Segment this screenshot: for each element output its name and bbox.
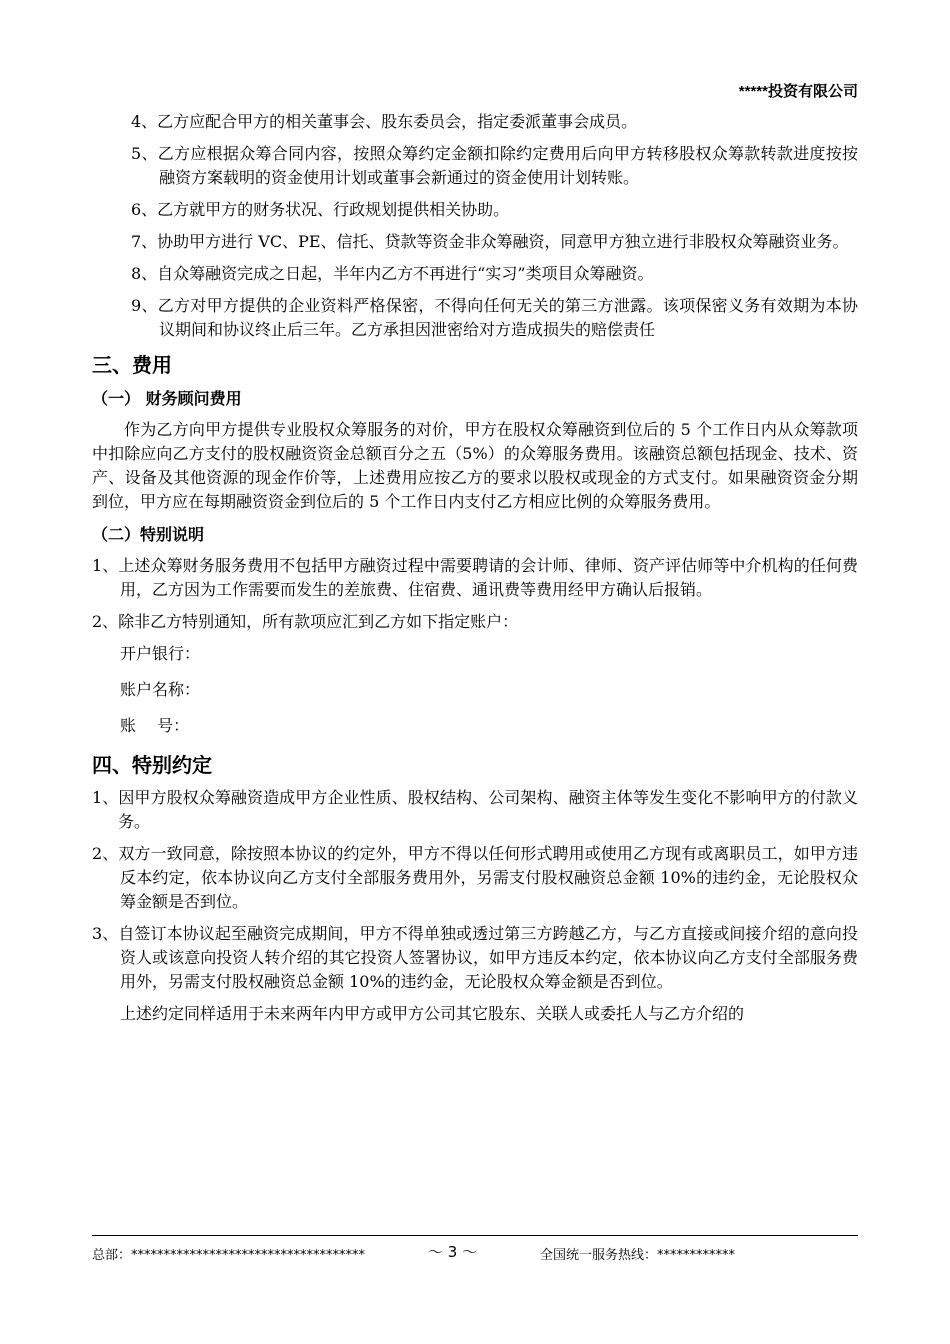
list-item: 2、双方一致同意，除按照本协议的约定外，甲方不得以任何形式聘用或使用乙方现有或离职员工，如甲方违反本约定，依本协议向乙方支付全部服务费用外，另需支付股权融资总金额 10%的违约金，无论股权众筹金额是否到位。	[92, 844, 858, 911]
account-number-label: 账 号：	[120, 716, 190, 735]
list-item: 3、自签订本协议起至融资完成期间，甲方不得单独或透过第三方跨越乙方，与乙方直接或间接介绍的意向投资人或该意向投资人转介绍的其它投资人签署协议，如甲方违反本约定，依本协议向乙方支付全部服务费用外，另需支付股权融资总金额 10%的违约金，无论股权众筹金额是否到位。	[92, 924, 858, 991]
subsection-heading: （二）特别说明	[92, 525, 205, 544]
account-name-label: 账户名称：	[120, 680, 201, 699]
footer-headquarters: 总部：************************************	[92, 1248, 366, 1263]
bank-label: 开户银行：	[120, 644, 201, 663]
list-item: 4、乙方应配合甲方的相关董事会、股东委员会，指定委派董事会成员。	[131, 112, 638, 131]
list-item: 9、乙方对甲方提供的企业资料严格保密，不得向任何无关的第三方泄露。该项保密义务有效期为本协议期间和协议终止后三年。乙方承担因泄密给对方造成损失的赔偿责任	[131, 296, 858, 339]
document-body	[92, 110, 858, 1034]
footer-hotline: 全国统一服务热线：************	[540, 1248, 736, 1263]
paragraph: 上述约定同样适用于未来两年内甲方或甲方公司其它股东、关联人或委托人与乙方介绍的	[120, 1004, 745, 1023]
subsection-heading: （一） 财务顾问费用	[92, 389, 242, 408]
list-item: 7、协助甲方进行 VC、PE、信托、贷款等资金非众筹融资，同意甲方独立进行非股权众筹融资业务。	[131, 232, 849, 251]
company-header: *****投资有限公司	[738, 83, 858, 100]
footer-divider	[92, 1235, 858, 1236]
list-item: 6、乙方就甲方的财务状况、行政规划提供相关协助。	[131, 200, 510, 219]
list-item: 8、自众筹融资完成之日起，半年内乙方不再进行“实习”类项目众筹融资。	[131, 264, 654, 283]
section-heading: 三、费用	[92, 353, 172, 377]
page-number: ～ 3 ～	[428, 1243, 478, 1261]
list-item: 1、因甲方股权众筹融资造成甲方企业性质、股权结构、公司架构、融资主体等发生变化不影响甲方的付款义务。	[92, 788, 858, 831]
paragraph: 作为乙方向甲方提供专业股权众筹服务的对价，甲方在股权众筹融资到位后的 5 个工作日内从众筹款项中扣除应向乙方支付的股权融资资金总额百分之五（5%）的众筹服务费用。该融资总额包括现金、技术、资产、设备及其他资源的现金作价等，上述费用应按乙方的要求以股权或现金的方式支付。如果融资资金分期到位，甲方应在每期融资资金到位后的 5 个工作日内支付乙方相应比例的众筹服务费用。	[92, 420, 858, 511]
list-item: 5、乙方应根据众筹合同内容，按照众筹约定金额扣除约定费用后向甲方转移股权众筹款转款进度按按融资方案载明的资金使用计划或董事会新通过的资金使用计划转账。	[131, 144, 858, 187]
list-item: 1、上述众筹财务服务费用不包括甲方融资过程中需要聘请的会计师、律师、资产评估师等中介机构的任何费用，乙方因为工作需要而发生的差旅费、住宿费、通讯费等费用经甲方确认后报销。	[92, 556, 858, 599]
list-item: 2、除非乙方特别通知，所有款项应汇到乙方如下指定账户：	[92, 612, 519, 631]
section-heading: 四、特别约定	[92, 753, 212, 777]
